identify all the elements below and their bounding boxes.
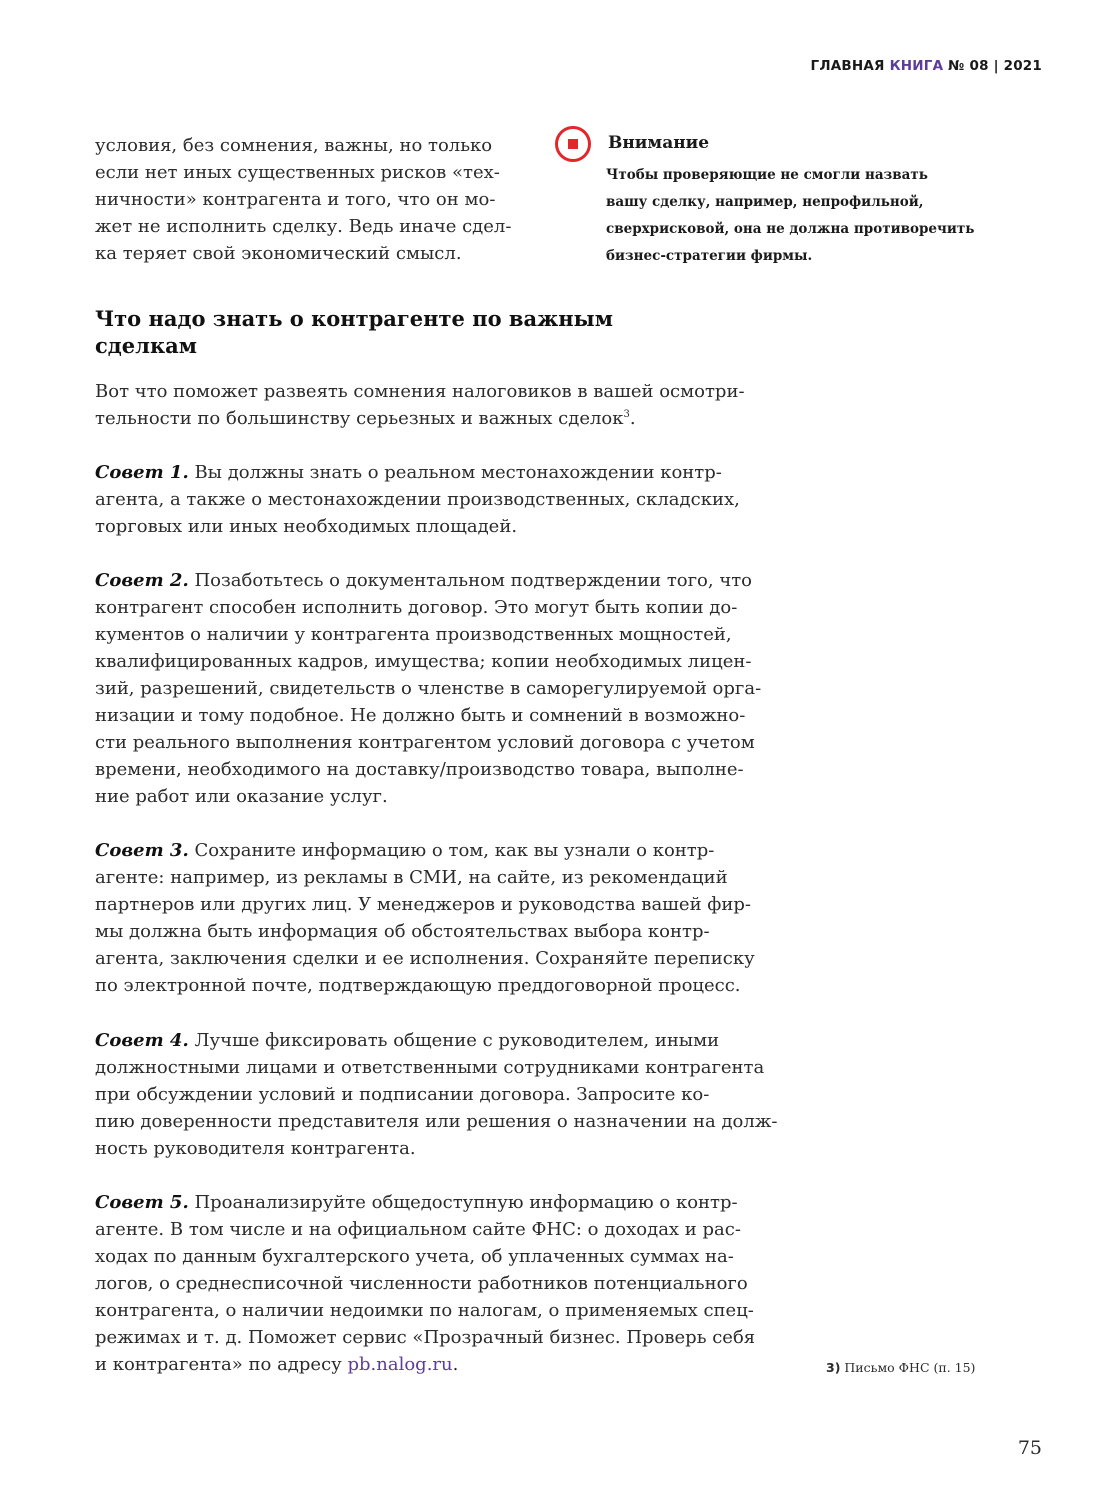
text-line <box>95 567 785 594</box>
text-line: жет не исполнить сделку. Ведь иначе сдел- <box>95 216 512 237</box>
text-line: ние работ или оказание услуг. <box>95 786 388 807</box>
text-line <box>95 1027 785 1054</box>
callout-title: Внимание <box>608 133 710 153</box>
text-line: контрагент способен исполнить договор. Это могут быть копии до- <box>95 597 738 618</box>
text-line: агента, а также о местонахождении производственных, складских, <box>95 489 740 510</box>
text-line: при обсуждении условий и подписании договора. Запросите ко- <box>95 1084 710 1105</box>
tip-label: Совет 3. <box>95 840 189 861</box>
text-line: Вот что поможет развеять сомнения налоговиков в вашей осмотри- <box>95 381 745 402</box>
nalog-service-link[interactable]: pb.nalog.ru <box>347 1354 453 1375</box>
section-heading <box>95 305 715 359</box>
heading-line: сделкам <box>95 333 197 358</box>
intro-paragraph <box>95 132 520 267</box>
text-line: по электронной почте, подтверждающую преддоговорной процесс. <box>95 975 741 996</box>
lead-paragraph <box>95 378 785 432</box>
text-line: сверхрисковой, она не должна противоречить <box>606 221 975 237</box>
text-line: если нет иных существенных рисков «тех- <box>95 162 500 183</box>
text-fragment: Позаботьтесь о документальном подтверждении того, что <box>194 570 753 591</box>
text-line: режимах и т. д. Поможет сервис «Прозрачный бизнес. Проверь себя <box>95 1327 756 1348</box>
tip-1-paragraph <box>95 459 785 540</box>
text-line <box>95 837 785 864</box>
tip-label: Совет 1. <box>95 462 189 483</box>
text-fragment: тельности по большинству серьезных и важных сделок <box>95 408 624 429</box>
text-line: условия, без сомнения, важны, но только <box>95 135 493 156</box>
text-line: агенте. В том числе и на официальном сайте ФНС: о доходах и рас- <box>95 1219 741 1240</box>
magazine-title-part1: ГЛАВНАЯ <box>810 58 885 74</box>
text-line: логов, о среднесписочной численности работников потенциального <box>95 1273 748 1294</box>
tip-label: Совет 4. <box>95 1030 189 1051</box>
text-line: квалифицированных кадров, имущества; копии необходимых лицен- <box>95 651 752 672</box>
text-fragment: и контрагента» по адресу <box>95 1354 342 1375</box>
page-number: 75 <box>1017 1437 1042 1459</box>
callout-text <box>606 162 1036 270</box>
footnote <box>826 1360 975 1375</box>
tip-5-paragraph <box>95 1189 785 1378</box>
text-line: кументов о наличии у контрагента производственных мощностей, <box>95 624 732 645</box>
tip-label: Совет 2. <box>95 570 189 591</box>
text-fragment: Сохраните информацию о том, как вы узнали о контр- <box>194 840 715 861</box>
tip-4-paragraph <box>95 1027 785 1162</box>
text-line: контрагента, о наличии недоимки по налогам, о применяемых спец- <box>95 1300 754 1321</box>
text-fragment: Проанализируйте общедоступную информацию о контр- <box>194 1192 738 1213</box>
footnote-text: Письмо ФНС (п. 15) <box>844 1360 976 1375</box>
text-line: ходах по данным бухгалтерского учета, об уплаченных суммах на- <box>95 1246 734 1267</box>
tip-3-paragraph <box>95 837 785 999</box>
text-line: Чтобы проверяющие не смогли назвать <box>606 167 928 183</box>
footnote-reference[interactable]: 3 <box>623 409 630 420</box>
text-line: бизнес-стратегии фирмы. <box>606 248 813 264</box>
text-line: партнеров или других лиц. У менеджеров и руководства вашей фир- <box>95 894 751 915</box>
text-line: ничности» контрагента и того, что он мо- <box>95 189 496 210</box>
tip-2-paragraph <box>95 567 785 810</box>
heading-line: Что надо знать о контрагенте по важным <box>95 306 613 331</box>
text-line: сти реального выполнения контрагентом условий договора с учетом <box>95 732 755 753</box>
text-fragment: . <box>629 408 636 429</box>
text-line <box>95 459 785 486</box>
issue-number: № 08 | 2021 <box>948 58 1042 74</box>
text-line: агента, заключения сделки и ее исполнения. Сохраняйте переписку <box>95 948 755 969</box>
text-line: времени, необходимого на доставку/производство товара, выполне- <box>95 759 744 780</box>
magazine-header <box>811 58 1042 74</box>
text-fragment: . <box>452 1354 459 1375</box>
text-line <box>95 405 785 432</box>
text-line: вашу сделку, например, непрофильной, <box>606 194 924 210</box>
text-line: низации и тому подобное. Не должно быть и сомнений в возможно- <box>95 705 746 726</box>
text-line: должностными лицами и ответственными сотрудниками контрагента <box>95 1057 765 1078</box>
text-fragment: Лучше фиксировать общение с руководителем, иными <box>194 1030 720 1051</box>
text-line: агенте: например, из рекламы в СМИ, на сайте, из рекомендаций <box>95 867 728 888</box>
text-line: ность руководителя контрагента. <box>95 1138 416 1159</box>
text-line: зий, разрешений, свидетельств о членстве в саморегулируемой орга- <box>95 678 762 699</box>
footnote-number: 3) <box>826 1360 841 1375</box>
magazine-title-part2: КНИГА <box>889 58 944 74</box>
text-line: пию доверенности представителя или решения о назначении на долж- <box>95 1111 778 1132</box>
text-fragment: Вы должны знать о реальном местонахождении контр- <box>194 462 722 483</box>
text-line <box>95 1189 785 1216</box>
tip-label: Совет 5. <box>95 1192 189 1213</box>
text-line: торговых или иных необходимых площадей. <box>95 516 518 537</box>
text-line: ка теряет свой экономический смысл. <box>95 243 462 264</box>
warning-square-in-circle-icon <box>555 126 591 162</box>
text-line <box>95 1351 785 1378</box>
text-line: мы должна быть информация об обстоятельствах выбора контр- <box>95 921 710 942</box>
